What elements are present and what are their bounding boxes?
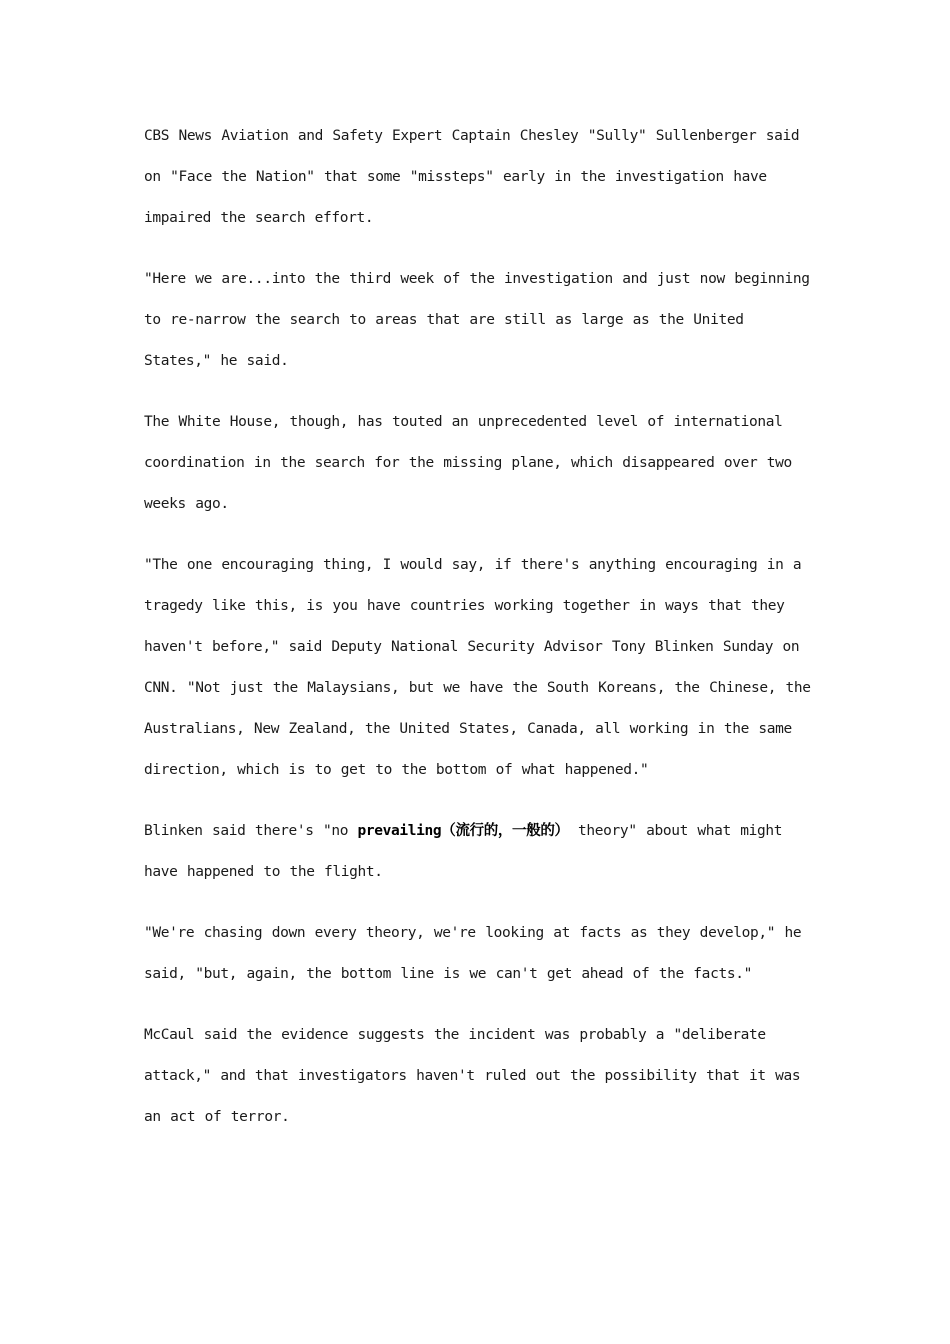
paragraph-text-after: theory" about what might have happened to the flight. <box>144 823 783 880</box>
paragraph-white-house: The White House, though, has touted an unprecedented level of international coordination in the search for the missing plane, which disappeared over two weeks ago. <box>144 414 792 512</box>
paragraph-chasing-theory: "We're chasing down every theory, we're looking at facts as they develop," he said, "but, again, the bottom line is we can't get ahead of the facts." <box>144 925 802 982</box>
vocabulary-term: prevailing（流行的，一般的） <box>357 823 569 839</box>
paragraph-sullenberger: CBS News Aviation and Safety Expert Captain Chesley "Sully" Sullenberger said on "Face the Nation" that some "missteps" early in the investigation have impaired the search effort. <box>144 128 800 226</box>
paragraph-prevailing-theory <box>144 811 814 893</box>
paragraph-text-before: Blinken said there's "no <box>144 823 358 839</box>
article-body <box>144 116 814 1158</box>
paragraph-quote-third-week: "Here we are...into the third week of the investigation and just now beginning to re-narrow the search to areas that are still as large as the United States," he said. <box>144 271 810 369</box>
paragraph-mccaul: McCaul said the evidence suggests the incident was probably a "deliberate attack," and that investigators haven't ruled out the possibility that it was an act of terror. <box>144 1027 801 1125</box>
paragraph-blinken-quote: "The one encouraging thing, I would say, if there's anything encouraging in a tragedy like this, is you have countries working together in ways that they haven't before," said Deputy National Security Advisor Tony Blinken Sunday on CNN. "Not just the Malaysians, but we have the South Koreans, the Chinese, the Australians, New Zealand, the United States, Canada, all working in the same direction, which is to get to the bottom of what happened." <box>144 557 811 778</box>
